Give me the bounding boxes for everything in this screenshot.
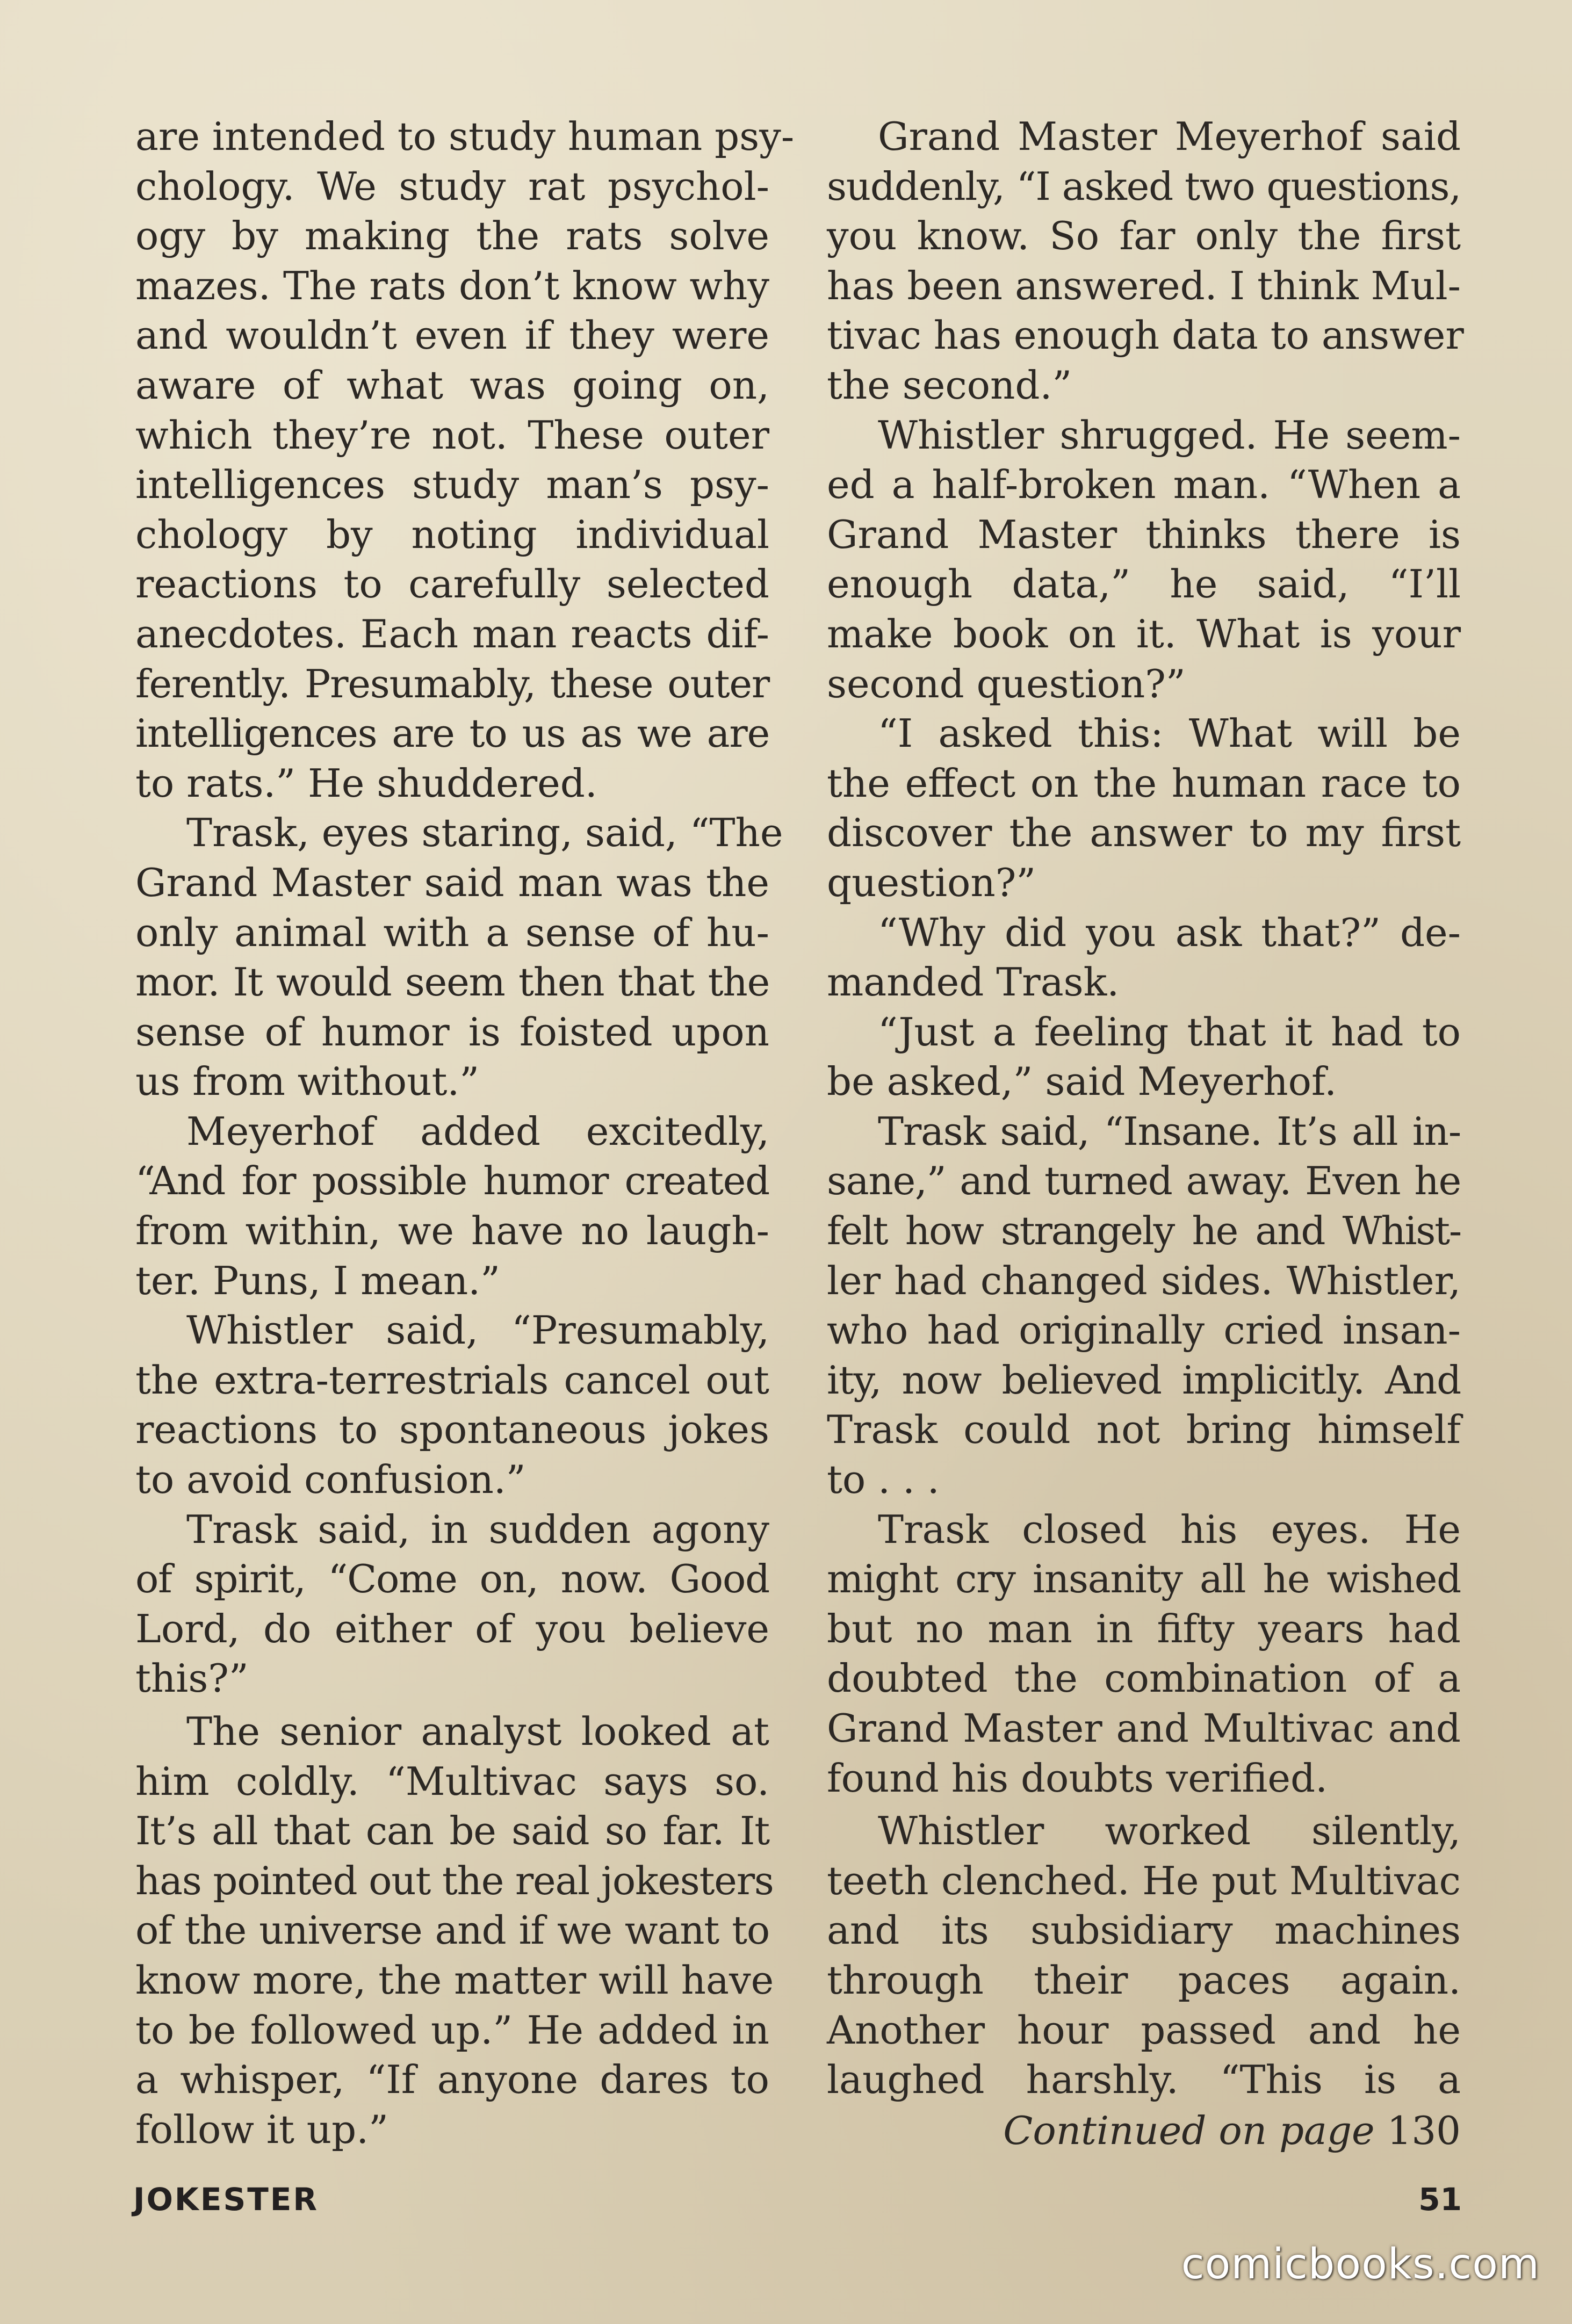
text-line: mor. It would seem then that the (135, 959, 769, 1005)
text-line: Trask, eyes staring, said, “The (186, 810, 783, 856)
text-line: “Why did you ask that?” de- (878, 910, 1461, 955)
text-line: Meyerhof added excitedly, (186, 1108, 769, 1154)
text-line: “And for possible humor created (135, 1158, 769, 1204)
paragraph (135, 1305, 769, 1504)
paragraph (827, 1007, 1461, 1107)
text-line: found his doubts verified. (827, 1755, 1328, 1801)
watermark: comicbooks.com (1181, 2240, 1540, 2289)
text-line: suddenly, “I asked two questions, (827, 163, 1461, 209)
text-line: felt how strangely he and Whist- (827, 1208, 1461, 1254)
text-line: this?” (135, 1656, 249, 1701)
text-line: only animal with a sense of hu- (135, 910, 769, 955)
text-line: and wouldn’t even if they were (135, 313, 769, 358)
text-line: Whistler said, “Presumably, (186, 1308, 769, 1353)
text-line: are intended to study human psy- (135, 114, 795, 159)
text-line: mazes. The rats don’t know why (135, 263, 769, 308)
continued-label: Continued on page (1003, 2108, 1375, 2153)
text-line: ter. Puns, I mean.” (135, 1258, 500, 1303)
text-line: question?” (827, 860, 1036, 905)
text-line: Lord, do either of you believe (135, 1606, 769, 1651)
paragraph (827, 1806, 1461, 2105)
text-line: you know. So far only the first (827, 213, 1461, 259)
text-line: reactions to spontaneous jokes (135, 1407, 769, 1453)
left-column (135, 112, 795, 2154)
text-line: who had originally cried insan- (827, 1308, 1461, 1353)
text-line: but no man in fifty years had (827, 1606, 1461, 1651)
running-footer-title: JOKESTER (133, 2181, 319, 2218)
text-line: Grand Master and Multivac and (827, 1706, 1461, 1751)
text-line: enough data,” he said, “I’ll (827, 561, 1461, 607)
text-line: which they’re not. These outer (135, 412, 769, 458)
text-line: to be followed up.” He added in (135, 2007, 769, 2053)
text-line: Grand Master said man was the (135, 860, 769, 905)
text-line: “Just a feeling that it had to (878, 1009, 1461, 1055)
text-line: the extra-terrestrials cancel out (135, 1357, 769, 1403)
text-line: It’s all that can be said so far. It (135, 1808, 769, 1854)
text-line: laughed harshly. “This is a (827, 2057, 1461, 2103)
text-line: “I asked this: What will be (878, 711, 1461, 756)
text-line: through their paces again. (827, 1957, 1461, 2003)
text-line: sane,” and turned away. Even he (827, 1158, 1461, 1204)
continued-note (827, 2106, 1461, 2155)
text-line: to rats.” He shuddered. (135, 760, 597, 806)
text-line: make book on it. What is your (827, 611, 1461, 656)
paragraph (135, 1505, 769, 1704)
text-line: be asked,” said Meyerhof. (827, 1059, 1337, 1105)
right-column (827, 112, 1464, 2105)
text-line: ler had changed sides. Whistler, (827, 1258, 1461, 1303)
text-line: know more, the matter will have (135, 1957, 774, 2003)
text-line: might cry insanity all he wished (827, 1556, 1461, 1602)
text-line: Grand Master Meyerhof said (878, 114, 1461, 159)
paragraph (827, 410, 1461, 709)
text-line: Trask closed his eyes. He (878, 1506, 1461, 1552)
text-line: has been answered. I think Mul- (827, 263, 1461, 308)
text-line: the effect on the human race to (827, 760, 1461, 806)
paragraph (135, 808, 783, 1107)
text-line: doubted the combination of a (827, 1656, 1461, 1701)
text-line: to avoid confusion.” (135, 1457, 526, 1503)
text-line: a whisper, “If anyone dares to (135, 2057, 769, 2103)
paragraph (827, 1107, 1461, 1505)
text-line: The senior analyst looked at (186, 1709, 769, 1754)
text-line: Whistler shrugged. He seem- (878, 412, 1461, 458)
text-line: discover the answer to my first (827, 810, 1461, 856)
paragraph (135, 1707, 774, 2154)
text-line: reactions to carefully selected (135, 561, 769, 607)
text-line: chology. We study rat psychol- (135, 163, 769, 209)
text-line: has pointed out the real jokesters (135, 1858, 774, 1903)
paragraph (827, 112, 1464, 410)
page-number: 51 (1418, 2181, 1462, 2218)
text-line: ferently. Presumably, these outer (135, 661, 769, 706)
text-line: ity, now believed implicitly. And (827, 1357, 1461, 1403)
paragraph (827, 1505, 1461, 1803)
text-line: Trask said, “Insane. It’s all in- (878, 1108, 1461, 1154)
paragraph (827, 908, 1461, 1007)
text-line: Grand Master thinks there is (827, 511, 1461, 557)
text-line: follow it up.” (135, 2106, 388, 2152)
text-line: Trask said, in sudden agony (186, 1506, 769, 1552)
text-line: and its subsidiary machines (827, 1908, 1461, 1953)
text-line: from within, we have no laugh- (135, 1208, 769, 1254)
text-line: Trask could not bring himself (827, 1407, 1461, 1453)
text-line: manded Trask. (827, 959, 1120, 1005)
continued-page-number: 130 (1387, 2108, 1461, 2153)
text-line: tivac has enough data to answer (827, 313, 1464, 358)
text-line: aware of what was going on, (135, 362, 769, 408)
text-line: him coldly. “Multivac says so. (135, 1758, 769, 1804)
text-line: chology by noting individual (135, 511, 769, 557)
text-line: of spirit, “Come on, now. Good (135, 1556, 769, 1602)
text-line: sense of humor is foisted upon (135, 1009, 769, 1055)
text-line: teeth clenched. He put Multivac (827, 1858, 1461, 1903)
paragraph (827, 709, 1461, 907)
text-line: us from without.” (135, 1059, 480, 1105)
text-line: ogy by making the rats solve (135, 213, 769, 259)
text-line: to . . . (827, 1457, 940, 1503)
text-line: ed a half-broken man. “When a (827, 462, 1461, 508)
text-line: intelligences are to us as we are (135, 711, 769, 756)
text-line: Whistler worked silently, (878, 1808, 1461, 1854)
text-line: second question?” (827, 661, 1186, 706)
text-line: intelligences study man’s psy- (135, 462, 769, 508)
paragraph (135, 112, 795, 808)
paragraph (135, 1107, 769, 1305)
text-line: anecdotes. Each man reacts dif- (135, 611, 769, 656)
text-line: of the universe and if we want to (135, 1908, 769, 1953)
text-line: Another hour passed and he (827, 2007, 1461, 2053)
text-line: the second.” (827, 362, 1072, 408)
